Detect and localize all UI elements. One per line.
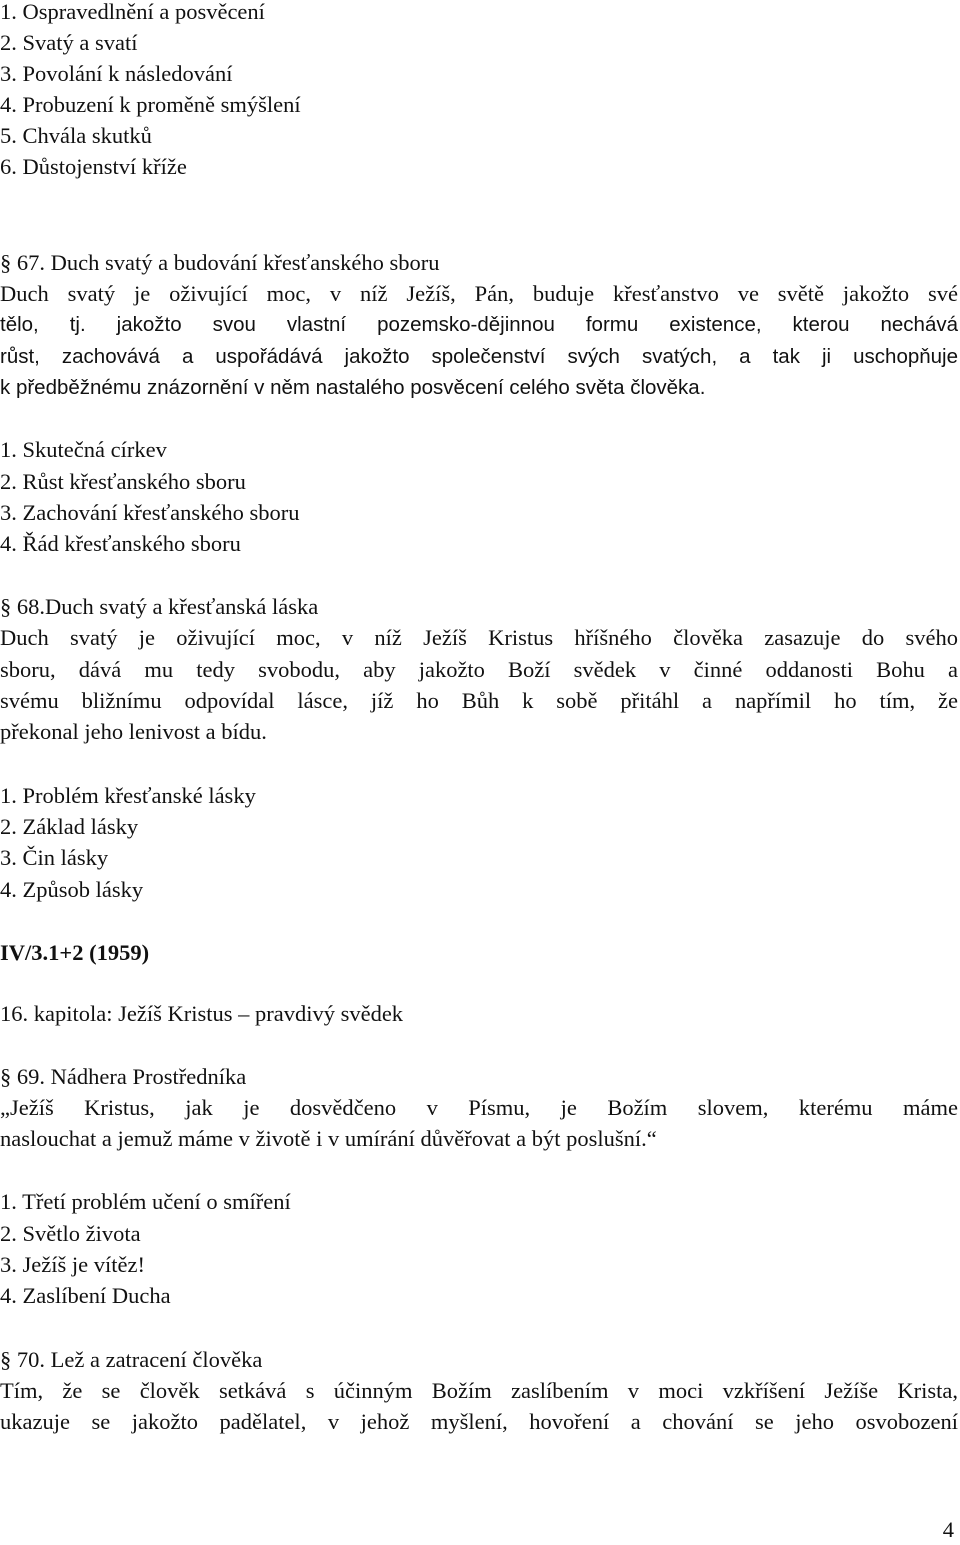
section-heading-68: § 68.Duch svatý a křesťanská láska (0, 594, 319, 619)
paragraph-line: růst, zachovává a uspořádává jakožto společenství svých svatých, a tak ji uschopňuje (0, 345, 958, 368)
list-item: 3. Povolání k následování (0, 61, 233, 86)
list-item: 3. Ježíš je vítěz! (0, 1252, 145, 1277)
list-item: 2. Světlo života (0, 1221, 141, 1246)
list-item: 4. Probuzení k proměně smýšlení (0, 92, 301, 117)
paragraph-line: ukazuje se jakožto padělatel, v jehož myšlení, hovoření a chování se jeho osvobození (0, 1409, 958, 1434)
page-number: 4 (942, 1517, 954, 1542)
list-item: 4. Zaslíbení Ducha (0, 1283, 171, 1308)
list-item: 1. Třetí problém učení o smíření (0, 1189, 291, 1214)
list-item: 2. Svatý a svatí (0, 30, 138, 55)
paragraph-line: Tím, že se člověk setkává s účinným Božím zaslíbením v moci vzkříšení Ježíše Krista, (0, 1378, 958, 1403)
volume-heading: IV/3.1+2 (1959) (0, 940, 150, 965)
quote-line: „Ježíš Kristus, jak je dosvědčeno v Písmu, je Božím slovem, kterému máme (0, 1095, 958, 1120)
list-item: 2. Základ lásky (0, 814, 139, 839)
paragraph-line: sboru, dává mu tedy svobodu, aby jakožto Boží svědek v činné oddanosti Bohu a (0, 657, 958, 682)
section-heading-69: § 69. Nádhera Prostředníka (0, 1064, 247, 1089)
list-item: 4. Řád křesťanského sboru (0, 531, 241, 556)
paragraph-line: překonal jeho lenivost a bídu. (0, 719, 267, 744)
list-item: 1. Ospravedlnění a posvěcení (0, 0, 265, 24)
list-item: 3. Zachování křesťanského sboru (0, 500, 300, 525)
list-item: 1. Skutečná církev (0, 437, 167, 462)
paragraph-line: Duch svatý je oživující moc, v níž Ježíš, Pán, buduje křesťanstvo ve světě jakožto své (0, 281, 958, 306)
section-heading-67: § 67. Duch svatý a budování křesťanského sboru (0, 250, 440, 275)
paragraph-line: svému bližnímu odpovídal lásce, jíž ho Bůh k sobě přitáhl a napřímil ho tím, že (0, 688, 958, 713)
paragraph-line: k předběžnému znázornění v něm nastalého posvěcení celého světa člověka. (0, 376, 706, 399)
list-item: 4. Způsob lásky (0, 877, 144, 902)
list-item: 5. Chvála skutků (0, 123, 152, 148)
quote-line: naslouchat a jemuž máme v životě i v umírání důvěřovat a být poslušní.“ (0, 1126, 657, 1151)
list-item: 2. Růst křesťanského sboru (0, 469, 246, 494)
paragraph-line: Duch svatý je oživující moc, v níž Ježíš Kristus hříšného člověka zasazuje do svého (0, 625, 958, 650)
list-item: 6. Důstojenství kříže (0, 154, 187, 179)
list-item: 1. Problém křesťanské lásky (0, 783, 256, 808)
list-item: 3. Čin lásky (0, 845, 109, 870)
chapter-heading: 16. kapitola: Ježíš Kristus – pravdivý svědek (0, 1001, 404, 1026)
section-heading-70: § 70. Lež a zatracení člověka (0, 1347, 263, 1372)
paragraph-line: tělo, tj. jakožto svou vlastní pozemsko-dějinnou formu existence, kterou nechává (0, 313, 958, 336)
